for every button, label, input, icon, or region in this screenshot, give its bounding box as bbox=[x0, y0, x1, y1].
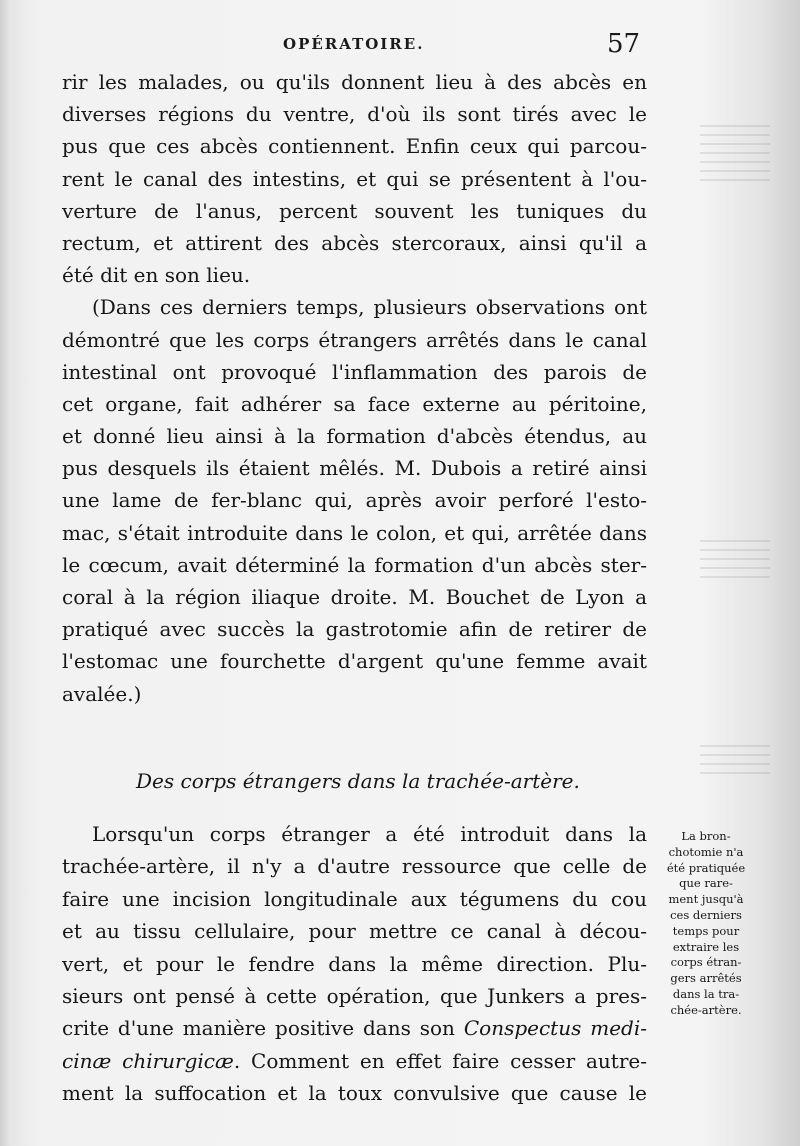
text-line: rir les malades, ou qu'ils donnent lieu à des abcès en bbox=[62, 70, 647, 94]
bleed-through-text bbox=[700, 745, 770, 775]
text-line: et donné lieu ainsi à la formation d'abcès étendus, au bbox=[62, 424, 647, 449]
bleed-through-text bbox=[700, 540, 770, 580]
text-line: pus desquels ils étaient mêlés. M. Dubois a retiré ainsi bbox=[62, 456, 647, 481]
text-line: le cœcum, avait déterminé la formation d'un abcès ster- bbox=[62, 552, 647, 577]
bleed-through-text bbox=[700, 125, 770, 185]
text-line bbox=[62, 1012, 647, 1044]
text-line bbox=[62, 1045, 647, 1077]
text-line: verture de l'anus, percent souvent les tuniques du bbox=[62, 198, 647, 223]
book-title-italic: Conspectus medi- bbox=[463, 1016, 648, 1041]
margin-note-line: ces derniers bbox=[670, 907, 742, 922]
text-line: trachée-artère, il n'y a d'autre ressource que celle de bbox=[62, 854, 647, 879]
text-line: intestinal ont provoqué l'inflammation des parois de bbox=[62, 359, 647, 384]
text-line: sieurs ont pensé à cette opération, que Junkers a pres- bbox=[62, 983, 647, 1008]
text-run: crite d'une manière positive dans son bbox=[62, 1016, 464, 1041]
margin-note-line: chotomie n'a bbox=[668, 844, 744, 859]
text-line: pus que ces abcès contiennent. Enfin ceux qui parcou- bbox=[62, 134, 647, 159]
text-line: coral à la région iliaque droite. M. Bouchet de Lyon a bbox=[62, 585, 647, 609]
body-text bbox=[62, 66, 647, 710]
margin-note-line: ment jusqu'à bbox=[668, 892, 744, 907]
page-number: 57 bbox=[607, 29, 641, 59]
text-line: avalée.) bbox=[62, 681, 142, 706]
text-line: démontré que les corps étrangers arrêtés dans le canal bbox=[62, 327, 647, 352]
margin-note-line: extraire les bbox=[672, 939, 740, 954]
margin-note-line: chée-artère. bbox=[670, 1002, 742, 1017]
text-line: faire une incision longitudinale aux tégumens du cou bbox=[62, 886, 647, 911]
text-line: rent le canal des intestins, et qui se présentent à l'ou- bbox=[62, 166, 647, 191]
margin-note bbox=[651, 829, 761, 1019]
margin-note-line: temps pour bbox=[672, 923, 740, 938]
running-title: OPÉRATOIRE. bbox=[283, 35, 425, 53]
margin-note-line: dans la tra- bbox=[672, 986, 740, 1001]
margin-note-line: corps étran- bbox=[670, 955, 742, 970]
text-line: vert, et pour le fendre dans la même direction. Plu- bbox=[62, 951, 647, 976]
text-run: . Comment en effet faire cesser autre- bbox=[233, 1048, 647, 1073]
text-line: l'estomac une fourchette d'argent qu'une femme avait bbox=[62, 649, 647, 674]
text-line: diverses régions du ventre, d'où ils sont tirés avec le bbox=[62, 102, 647, 127]
text-line: rectum, et attirent des abcès stercoraux, ainsi qu'il a bbox=[62, 230, 647, 255]
text-line: été dit en son lieu. bbox=[62, 263, 251, 288]
running-head bbox=[0, 29, 800, 59]
body-text bbox=[62, 818, 647, 1110]
margin-note-line: gers arrêtés bbox=[670, 971, 742, 986]
text-line: pratiqué avec succès la gastrotomie afin de retirer de bbox=[62, 617, 647, 642]
text-line: et au tissu cellulaire, pour mettre ce canal à décou- bbox=[62, 919, 647, 944]
text-line: ment la suffocation et la toux convulsive que cause le bbox=[62, 1081, 647, 1106]
text-line: cet organe, fait adhérer sa face externe au péritoine, bbox=[62, 391, 647, 416]
text-line: Lorsqu'un corps étranger a été introduit dans la bbox=[92, 822, 647, 846]
book-title-italic: cinæ chirurgicæ bbox=[62, 1048, 234, 1073]
text-line: une lame de fer-blanc qui, après avoir perforé l'esto- bbox=[62, 488, 647, 513]
section-heading: Des corps étrangers dans la trachée-artère. bbox=[136, 769, 580, 793]
text-line: mac, s'était introduite dans le colon, et qui, arrêtée dans bbox=[62, 520, 647, 545]
margin-note-line: que rare- bbox=[679, 876, 733, 891]
margin-note-line: été pratiquée bbox=[666, 860, 746, 875]
text-line: (Dans ces derniers temps, plusieurs observations ont bbox=[92, 295, 647, 320]
margin-note-line: La bron- bbox=[681, 829, 731, 843]
